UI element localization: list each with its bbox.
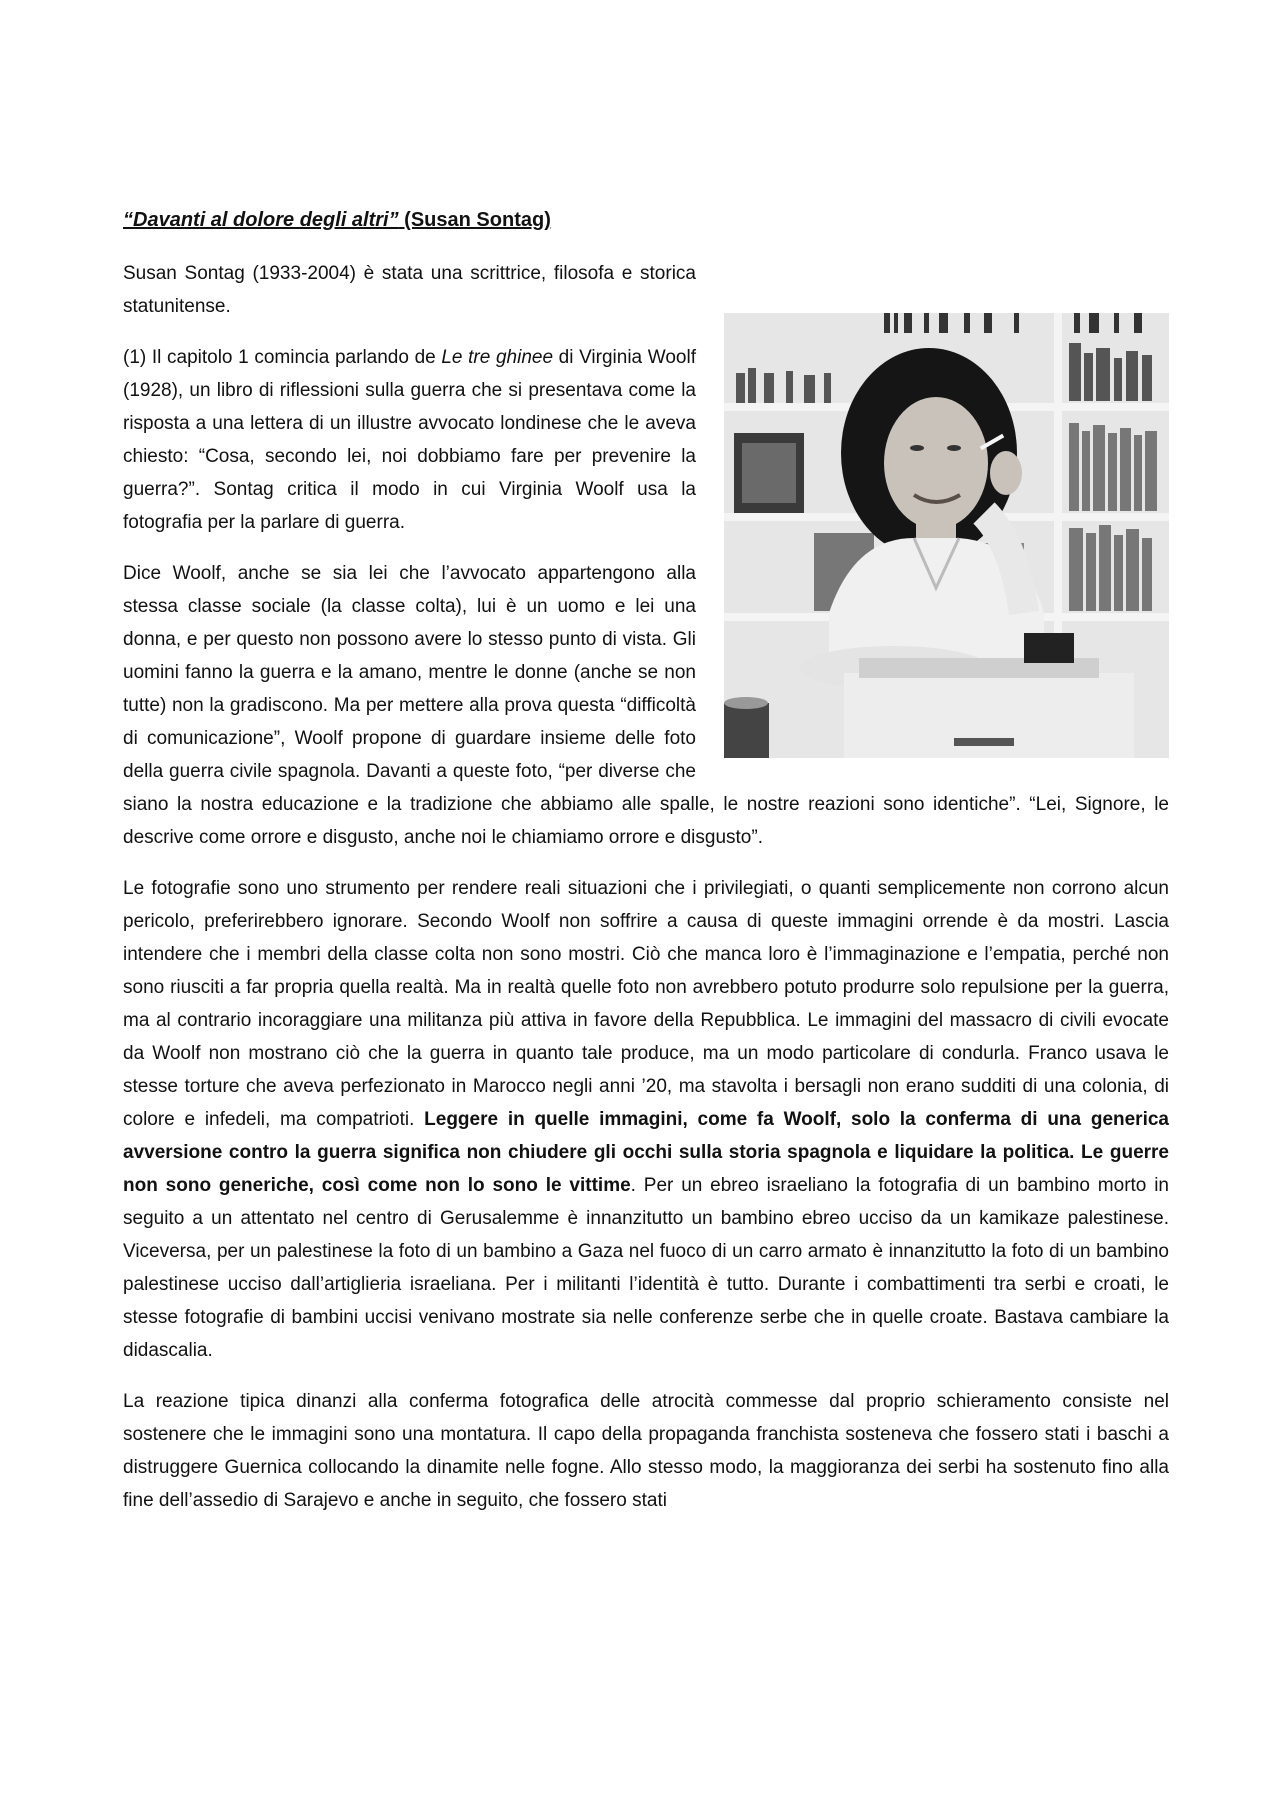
paragraph-photographs-part-2: . Per un ebreo israeliano la fotografia di un bambino morto in seguito a un attentato nel centro di Gerusalemme è innanzitutto un bambino ebreo ucciso da un kamikaze palestinese. Viceversa, per un palestinese la foto di un bambino a Gaza nel fuoco di un carro armato è innanzitutto la foto di un bambino palestinese ucciso dall’artiglieria israeliana. Per i militanti l’identità è tutto. Durante i combattimenti tra serbi e croati, le stesse fotografie di bambini uccisi venivano mostrate sia nelle conferenze serbe che in quelle croate. Bastava cambiare la didascalia. <box>123 1175 1169 1361</box>
document-page <box>123 203 1169 1535</box>
paragraph-chapter-1-part-1: (1) Il capitolo 1 comincia parlando de <box>123 347 442 368</box>
paragraph-photographs <box>123 872 1169 1367</box>
title-author: (Susan Sontag) <box>398 209 551 231</box>
author-photo-image <box>724 313 1169 758</box>
paragraph-woolf: Dice Woolf, anche se sia lei che l’avvocato appartengono alla stessa classe sociale (la classe colta), lui è un uomo e lei una donna, e per questo non possono avere lo stesso punto di vista. Gli uomini fanno la guerra e la amano, mentre le donne (anche se non tutte) non la gradiscono. Ma per mettere alla prova questa “difficoltà di comunicazione”, Woolf propone di guardare insieme delle foto della guerra civile spagnola. Davanti a queste foto, “per diverse che siano la nostra educazione e la tradizione che abbiamo alle spalle, le nostre reazioni sono identiche”. “Lei, Signore, le descrive come orrore e disgusto, anche noi le chiamiamo orrore e disgusto”. <box>123 563 1169 848</box>
bold-statement: Leggere in quelle immagini, come fa Woolf, solo la conferma di una generica avversione contro la guerra significa non chiudere gli occhi sulla storia spagnola e liquidare la politica. Le guerre non sono generiche, così come non lo sono le vittime <box>123 1109 1169 1196</box>
title-italic: “Davanti al dolore degli altri” <box>123 209 399 231</box>
paragraph-reaction: La reazione tipica dinanzi alla conferma fotografica delle atrocità commesse dal proprio schieramento consiste nel sostenere che le immagini sono una montatura. Il capo della propaganda franchista sosteneva che fossero stati i baschi a distruggere Guernica collocando la dinamite nelle fogne. Allo stesso modo, la maggioranza dei serbi ha sostenuto fino alla fine dell’assedio di Sarajevo e anche in seguito, che fossero stati <box>123 1391 1169 1511</box>
document-title <box>123 203 1169 237</box>
author-photo <box>724 313 1169 758</box>
book-title-italic: Le tre ghinee <box>441 347 554 368</box>
paragraph-photographs-part-1: Le fotografie sono uno strumento per rendere reali situazioni che i privilegiati, o quanti semplicemente non corrono alcun pericolo, preferirebbero ignorare. Secondo Woolf non soffrire a causa di queste immagini orrende è da mostri. Lascia intendere che i membri della classe colta non sono mostri. Ciò che manca loro è l’immaginazione e l’empatia, perché non sono riusciti a far propria quella realtà. Ma in realtà quelle foto non avrebbero potuto produrre solo repulsione per la guerra, ma al contrario incoraggiare una militanza più attiva in favore della Repubblica. Le immagini del massacro di civili evocate da Woolf non mostrano ciò che la guerra in quanto tale produce, ma un modo particolare di condurla. Franco usava le stesse torture che aveva perfezionato in Marocco negli anni ’20, ma stavolta i bersagli non erano sudditi di una colonia, di colore e infedeli, ma compatrioti. <box>123 878 1169 1130</box>
paragraph-chapter-1-part-2: di Virginia Woolf (1928), un libro di riflessioni sulla guerra che si presentava come la risposta a una lettera di un illustre avvocato londinese che le aveva chiesto: “Cosa, secondo lei, noi dobbiamo fare per prevenire la guerra?”. Sontag critica il modo in cui Virginia Woolf usa la fotografia per la parlare di guerra. <box>123 347 696 533</box>
paragraph-intro: Susan Sontag (1933-2004) è stata una scrittrice, filosofa e storica statunitense. <box>123 263 696 317</box>
